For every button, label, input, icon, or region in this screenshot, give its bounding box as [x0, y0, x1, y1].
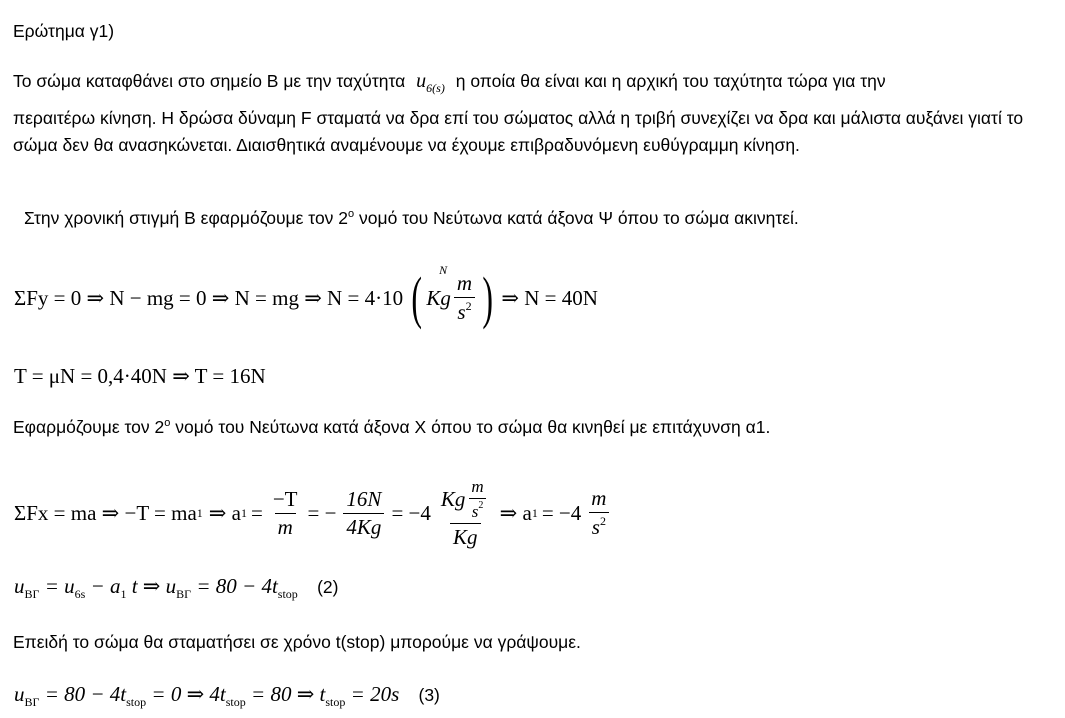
paragraph-1 [13, 70, 886, 96]
velocity-symbol: $u_{6(s)}$ [416, 70, 445, 95]
para1-text-before: Το σώμα καταφθάνει στο σημείο Β με την ταχύτητα [13, 71, 406, 91]
equation-velocity: $u_{B\Gamma} = u_{6s} - a_1$ t ⇒ $u_{B\Gamma} = 80 - 4t_{stop}$ (2) [14, 574, 339, 601]
eq1-rhs: ⇒ N = 40N [501, 285, 598, 310]
heading: Ερώτημα γ1) [13, 21, 115, 41]
frac-T-over-m: $\frac{-T}{m}$ [272, 486, 298, 539]
equation-label-2: (2) [317, 577, 339, 597]
left-paren: ( [411, 265, 423, 330]
eq1-lhs: ΣFy = 0 ⇒ N − mg = 0 ⇒ N = mg ⇒ N = 4·10 [14, 285, 404, 310]
frac-m-over-s2: $\frac{m}{s^2}$ [588, 486, 609, 540]
equation-stop-time: $u_{B\Gamma} = 80 - 4t_{stop} = 0$ ⇒ $4t_{stop} = 80$ ⇒ $t_{stop} = 20s$ (3) [14, 682, 440, 709]
unit-s: s [457, 300, 466, 324]
overset-N: N [439, 263, 448, 277]
frac-16N-over-4Kg: $\frac{16N}{4Kg}$ [343, 487, 384, 540]
right-paren: ) [482, 265, 494, 330]
eq1-unit-group: ( Kg $\frac{m}{s^2}$ ) N [411, 263, 494, 330]
paragraph-2: περαιτέρω κίνηση. Η δρώσα δύναμη F σταματά να δρα επί του σώματος αλλά η τριβή συνεχίζει να δρα και μάλιστα αυξάνει γιατί το σώμα δεν θα ανασηκώνεται. Διαισθητικά αναμένουμε να έχουμε επιβραδυνόμενη ευθύγραμμη κίνηση. [13, 108, 1024, 155]
unit-m: m [456, 271, 473, 295]
paragraph-4: Εφαρμόζουμε τον $2^o$ νομό του Νεύτωνα κατά άξονα Χ όπου το σώμα θα κινηθεί με επιτάχυνση α1. [13, 417, 771, 437]
equation-sum-fx: ΣFx = ma ⇒ −T = ma 1 ⇒ a 1 = $\frac{-T}{m}$ = − $\frac{16N}{4Kg}$ = −4 Kg $\frac{m}{s^2}$ Kg ⇒ a 1 = −4 $\frac{m}{s^2}$ [14, 468, 612, 558]
equation-label-3: (3) [418, 685, 440, 705]
paragraph-3: Στην χρονική στιγμή Β εφαρμόζουμε τον $2^o$ νομό του Νεύτωνα κατά άξονα Ψ όπου το σώμα ακινητεί. [24, 208, 799, 228]
paragraph-5: Επειδή το σώμα θα σταματήσει σε χρόνο t(stop) μπορούμε να γράψουμε. [13, 632, 581, 652]
frac-unit: Kg $\frac{m}{s^2}$ Kg [438, 477, 493, 550]
equation-sum-fy [14, 258, 598, 338]
para1-text-after: η οποία θα είναι και η αρχική του ταχύτητα τώρα για την [455, 71, 886, 91]
equation-friction: T = μN = 0,4·40N ⇒ T = 16N [14, 364, 266, 388]
unit-kg: Kg [426, 285, 451, 310]
